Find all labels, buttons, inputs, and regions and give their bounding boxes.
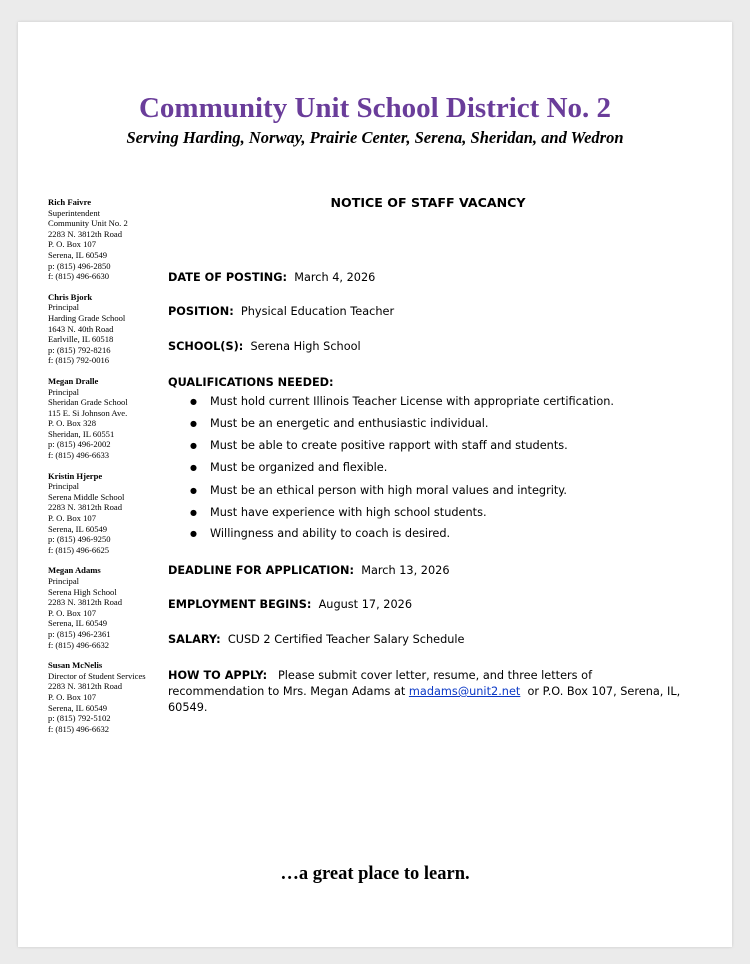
employment-begins [168, 598, 412, 611]
apply-text: Please submit cover letter, resume, and three letters of recommendation to Mrs. Megan Adams at [168, 669, 593, 698]
contact-line: Harding Grade School [48, 312, 126, 323]
begins-label: EMPLOYMENT BEGINS: [168, 598, 312, 611]
date-of-posting [168, 271, 375, 284]
application-deadline [168, 564, 450, 577]
bullet-icon: ● [190, 397, 197, 406]
contact-line: f: (815) 496-6632 [48, 723, 110, 734]
district-title: Community Unit School District No. 2 [138, 92, 612, 124]
bullet-icon: ● [190, 463, 197, 472]
begins-value: August 17, 2026 [318, 598, 413, 611]
qualification-item [190, 461, 614, 475]
qualification-item [190, 527, 614, 541]
contact-line: f: (815) 496-6630 [48, 271, 110, 282]
qualification-item [190, 395, 614, 409]
contact-line: Superintendent [48, 207, 101, 218]
contact-line: p: (815) 496-2850 [48, 260, 111, 271]
contact-line: Principal [48, 576, 80, 586]
document-page [18, 22, 732, 947]
schools-label: SCHOOL(S): [168, 340, 244, 353]
contact-line: Principal [48, 302, 80, 313]
salary [168, 633, 464, 646]
qualification-text: Must be an energetic and enthusiastic individual. [210, 417, 489, 430]
contact-line: P. O. Box 107 [48, 691, 96, 702]
position [168, 305, 394, 318]
qualifications-label: QUALIFICATIONS NEEDED: [168, 376, 334, 389]
contact-line: Sheridan, IL 60551 [48, 428, 115, 439]
qualification-item [190, 484, 614, 498]
contact-line: Serena High School [48, 586, 117, 597]
contact-block [48, 292, 168, 366]
contact-name: Kristin Hjerpe [48, 470, 103, 481]
bullet-icon: ● [190, 486, 197, 495]
qualification-text: Must hold current Illinois Teacher License with appropriate certification. [210, 395, 614, 408]
bullet-icon: ● [190, 529, 197, 538]
contact-name: Megan Adams [48, 565, 101, 576]
qualification-text: Willingness and ability to coach is desired. [210, 527, 451, 540]
contact-line: 2283 N. 3812th Road [48, 597, 122, 608]
contact-line: Serena, IL 60549 [48, 523, 108, 534]
qualification-text: Must be able to create positive rapport with staff and students. [210, 439, 568, 452]
position-value: Physical Education Teacher [240, 305, 395, 318]
apply-address: or P.O. Box 107, Serena, IL, 60549. [168, 685, 681, 714]
bullet-icon: ● [190, 508, 197, 517]
contact-block [48, 197, 168, 282]
contact-line: P. O. Box 328 [48, 418, 96, 429]
deadline-label: DEADLINE FOR APPLICATION: [168, 564, 355, 577]
contact-line: Earlville, IL 60518 [48, 334, 114, 345]
contact-line: P. O. Box 107 [48, 607, 96, 618]
salary-value: CUSD 2 Certified Teacher Salary Schedule [227, 633, 465, 646]
contacts-sidebar [48, 197, 168, 744]
bullet-icon: ● [190, 419, 197, 428]
contact-block [48, 471, 168, 556]
contact-line: f: (815) 496-6633 [48, 450, 110, 461]
contact-line: 1643 N. 40th Road [48, 323, 114, 334]
contact-line: Serena Middle School [48, 491, 125, 502]
contact-line: p: (815) 496-2002 [48, 439, 111, 450]
contact-block [48, 565, 168, 650]
schools [168, 340, 361, 353]
contact-name: Rich Faivre [48, 197, 92, 207]
qualification-item [190, 506, 614, 520]
bullet-icon: ● [190, 441, 197, 450]
footer-tagline: …a great place to learn. [280, 864, 470, 884]
contact-line: Director of Student Services [48, 670, 146, 681]
qualification-item [190, 417, 614, 431]
date-label: DATE OF POSTING: [168, 271, 288, 284]
qualification-text: Must have experience with high school students. [210, 506, 487, 519]
contact-line: 115 E. Si Johnson Ave. [48, 407, 128, 418]
contact-line: P. O. Box 107 [48, 513, 96, 524]
contact-line: p: (815) 496-2361 [48, 628, 111, 639]
schools-value: Serena High School [250, 340, 361, 353]
contact-line: Sheridan Grade School [48, 397, 128, 408]
contact-line: f: (815) 792-0016 [48, 355, 110, 366]
date-value: March 4, 2026 [294, 271, 376, 284]
qualification-text: Must be an ethical person with high moral values and integrity. [210, 484, 567, 497]
apply-email-link[interactable]: madams@unit2.net [408, 685, 521, 698]
contact-name: Megan Dralle [48, 375, 99, 386]
how-to-apply [168, 668, 688, 716]
contact-name: Susan McNelis [48, 660, 103, 671]
contact-line: p: (815) 496-9250 [48, 534, 111, 545]
contact-line: 2283 N. 3812th Road [48, 502, 122, 513]
contact-block [48, 660, 168, 734]
contact-line: Serena, IL 60549 [48, 702, 108, 713]
contact-line: p: (815) 792-5102 [48, 713, 111, 724]
position-label: POSITION: [168, 305, 234, 318]
contact-line: p: (815) 792-8216 [48, 344, 111, 355]
contact-line: 2283 N. 3812th Road [48, 228, 122, 239]
qualifications-list [190, 395, 614, 541]
contact-line: f: (815) 496-6625 [48, 544, 110, 555]
contact-line: Principal [48, 386, 80, 397]
apply-label: HOW TO APPLY: [168, 669, 268, 682]
contact-name: Chris Bjork [48, 291, 93, 302]
contact-block [48, 376, 168, 461]
contact-line: 2283 N. 3812th Road [48, 681, 122, 692]
notice-heading: NOTICE OF STAFF VACANCY [330, 195, 526, 210]
contact-line: f: (815) 496-6632 [48, 639, 110, 650]
deadline-value: March 13, 2026 [361, 564, 450, 577]
contact-line: Community Unit No. 2 [48, 218, 128, 229]
qualification-item [190, 439, 614, 453]
contact-line: Serena, IL 60549 [48, 618, 108, 629]
contact-line: Serena, IL 60549 [48, 249, 108, 260]
qualification-text: Must be organized and flexible. [210, 461, 388, 474]
contact-line: P. O. Box 107 [48, 239, 96, 250]
district-subtitle: Serving Harding, Norway, Prairie Center, Serena, Sheridan, and Wedron [126, 128, 624, 147]
qualifications-heading [168, 376, 334, 389]
contact-line: Principal [48, 481, 80, 492]
salary-label: SALARY: [168, 633, 221, 646]
